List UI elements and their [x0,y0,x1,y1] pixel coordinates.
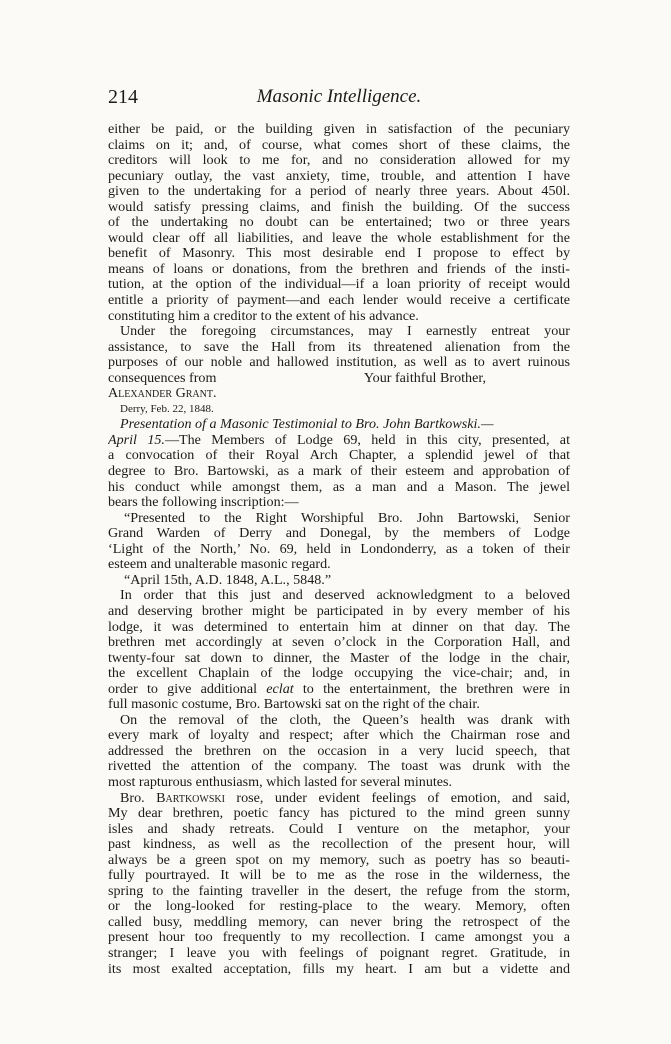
text-line: On the removal of the cloth, the Queen’s health was drank with [120,712,570,728]
text-line: lodge, it was determined to entertain him at dinner on that day. The [108,619,570,635]
paragraph-toast [108,713,570,791]
text-line: most rapturous enthusiasm, which lasted for several minutes. [108,774,453,790]
section-title: Presentation of a Masonic Testimonial to Bro. John Bartkowski.— [120,417,494,433]
text-line: full masonic costume, Bro. Bartowski sat on the right of the chair. [108,697,480,713]
text-line: benefit of Masonry. This most desirable end I propose to effect by [108,246,570,262]
valediction: Your faithful Brother, [363,370,486,386]
text-segment: to the entertainment, the brethren were in [293,681,570,697]
text-line: or the long-looked for resting-place to the weary. Memory, often [108,899,570,915]
text-line: would clear off all liabilities, and leave the whole establishment for the [108,230,570,246]
text-line: given to the undertaking for a period of nearly three years. About 450l. [108,184,570,200]
date-label: April 15. [108,432,165,448]
text-line [108,791,570,807]
text-line: entitle a priority of payment—and each lender would receive a certificate [108,293,570,309]
text-line: rivetted the attention of the company. The toast was drunk with the [108,759,570,775]
text-line: tution, at the option of the individual—if a loan priority of receipt would [108,277,570,293]
text-line: brethren met accordingly at seven o’clock in the Corporation Hall, and [108,635,570,651]
text-line: stranger; I leave you with feelings of poignant regret. Gratitude, in [108,945,570,961]
paragraph-testimonial [108,417,570,510]
dateline: Derry, Feb. 22, 1848. [120,402,214,415]
text-line: called busy, meddling memory, can never bring the retrospect of the [108,914,570,930]
text-line: either be paid, or the building given in satisfaction of the pecuniary [108,122,570,137]
text-line: claims on it; and, of course, what comes short of these claims, the [108,137,570,153]
text-line: his conduct while amongst them, as a man and a Mason. The jewel [108,479,570,495]
text-line: present hour too frequently to my recollection. I came amongst you a [108,930,570,946]
paragraph-dinner [108,588,570,712]
text-segment: —The Members of Lodge 69, held in this city, presented, at [164,432,570,448]
text-line: twenty-four sat down to dinner, the Master of the lodge in the chair, [108,650,570,666]
text-segment: order to give additional [108,681,267,697]
text-line: its most exalted acceptation, fills my heart. I am but a vidette and [108,961,570,977]
paragraph-entreaty [108,324,570,417]
text-line: constituting him a creditor to the extent of his advance. [108,308,419,324]
running-title: Masonic Intelligence. [256,86,422,107]
text-line: means of loans or donations, from the brethren and friends of the insti- [108,261,570,277]
text-line: creditors will look to me for, and no consideration allowed for my [108,153,570,169]
text-line: ‘Light of the North,’ No. 69, held in Londonderry, as a token of their [108,541,570,557]
text-line: In order that this just and deserved acknowledgment to a beloved [120,588,570,604]
text-line: “Presented to the Right Worshipful Bro. John Bartowski, Senior [124,510,570,526]
text-line: Grand Warden of Derry and Donegal, by the members of Lodge [108,526,570,542]
paragraph-hall-appeal [108,122,570,324]
text-segment: rose, under evident feelings of emotion, and said, [224,790,570,806]
page-body [108,122,570,977]
page-header [108,86,570,112]
text-line [108,433,570,449]
text-line [108,682,570,698]
text-line: would satisfy pressing claims, and finish the building. Of the success [108,199,570,215]
text-line: My dear brethren, poetic fancy has pictured to the mind green sunny [108,806,570,822]
closing-line [108,371,570,387]
text-line: and deserving brother might be participated in by every member of his [108,603,570,619]
signature: Alexander Grant. [108,386,217,402]
text-line: past kindness, as well as the recollection of the present hour, will [108,837,570,853]
text-line: spring to the fainting traveller in the desert, the refuge from the storm, [108,883,570,899]
text-line: always be a green spot on my memory, such as poetry has so beauti- [108,852,570,868]
text-line: degree to Bro. Bartowski, as a mark of their esteem and approbation of [108,464,570,480]
signature-line [108,386,570,402]
emphasis: eclat [266,681,294,697]
text-line: pecuniary outlay, the vast anxiety, time, trouble, and attention I have [108,168,570,184]
text-line: assistance, to save the Hall from its threatened alienation from the [108,339,570,355]
text-line: a convocation of their Royal Arch Chapter, a splendid jewel of that [108,448,570,464]
inscription-date: “April 15th, A.D. 1848, A.L., 5848.” [124,572,332,588]
text-line: every mark of loyalty and respect; after which the Chairman rose and [108,728,570,744]
text-line: of the undertaking no doubt can be entertained; two or three years [108,215,570,231]
text-line: isles and shady retreats. Could I venture on the metaphor, your [108,821,570,837]
inscription [108,511,570,589]
text-line: esteem and unalterable masonic regard. [108,557,331,573]
text-line: the excellent Chaplain of the lodge occupying the vice-chair; and, in [108,666,570,682]
paragraph-speech [108,791,570,978]
text-line: Under the foregoing circumstances, may I earnestly entreat your [120,324,570,340]
text-segment: Bro. [120,790,157,806]
text-line: bears the following inscription:— [108,495,299,511]
text-segment: consequences from [108,370,217,386]
text-line: fully pourtrayed. It will be to me as the rose in the wilderness, the [108,868,570,884]
text-line: purposes of our noble and hallowed institution, as well as to avert ruinous [108,355,570,371]
speaker-name: Bartkowski [156,790,225,806]
text-line: addressed the brethren on the occasion in a very lucid speech, that [108,743,570,759]
page-number: 214 [108,86,138,108]
